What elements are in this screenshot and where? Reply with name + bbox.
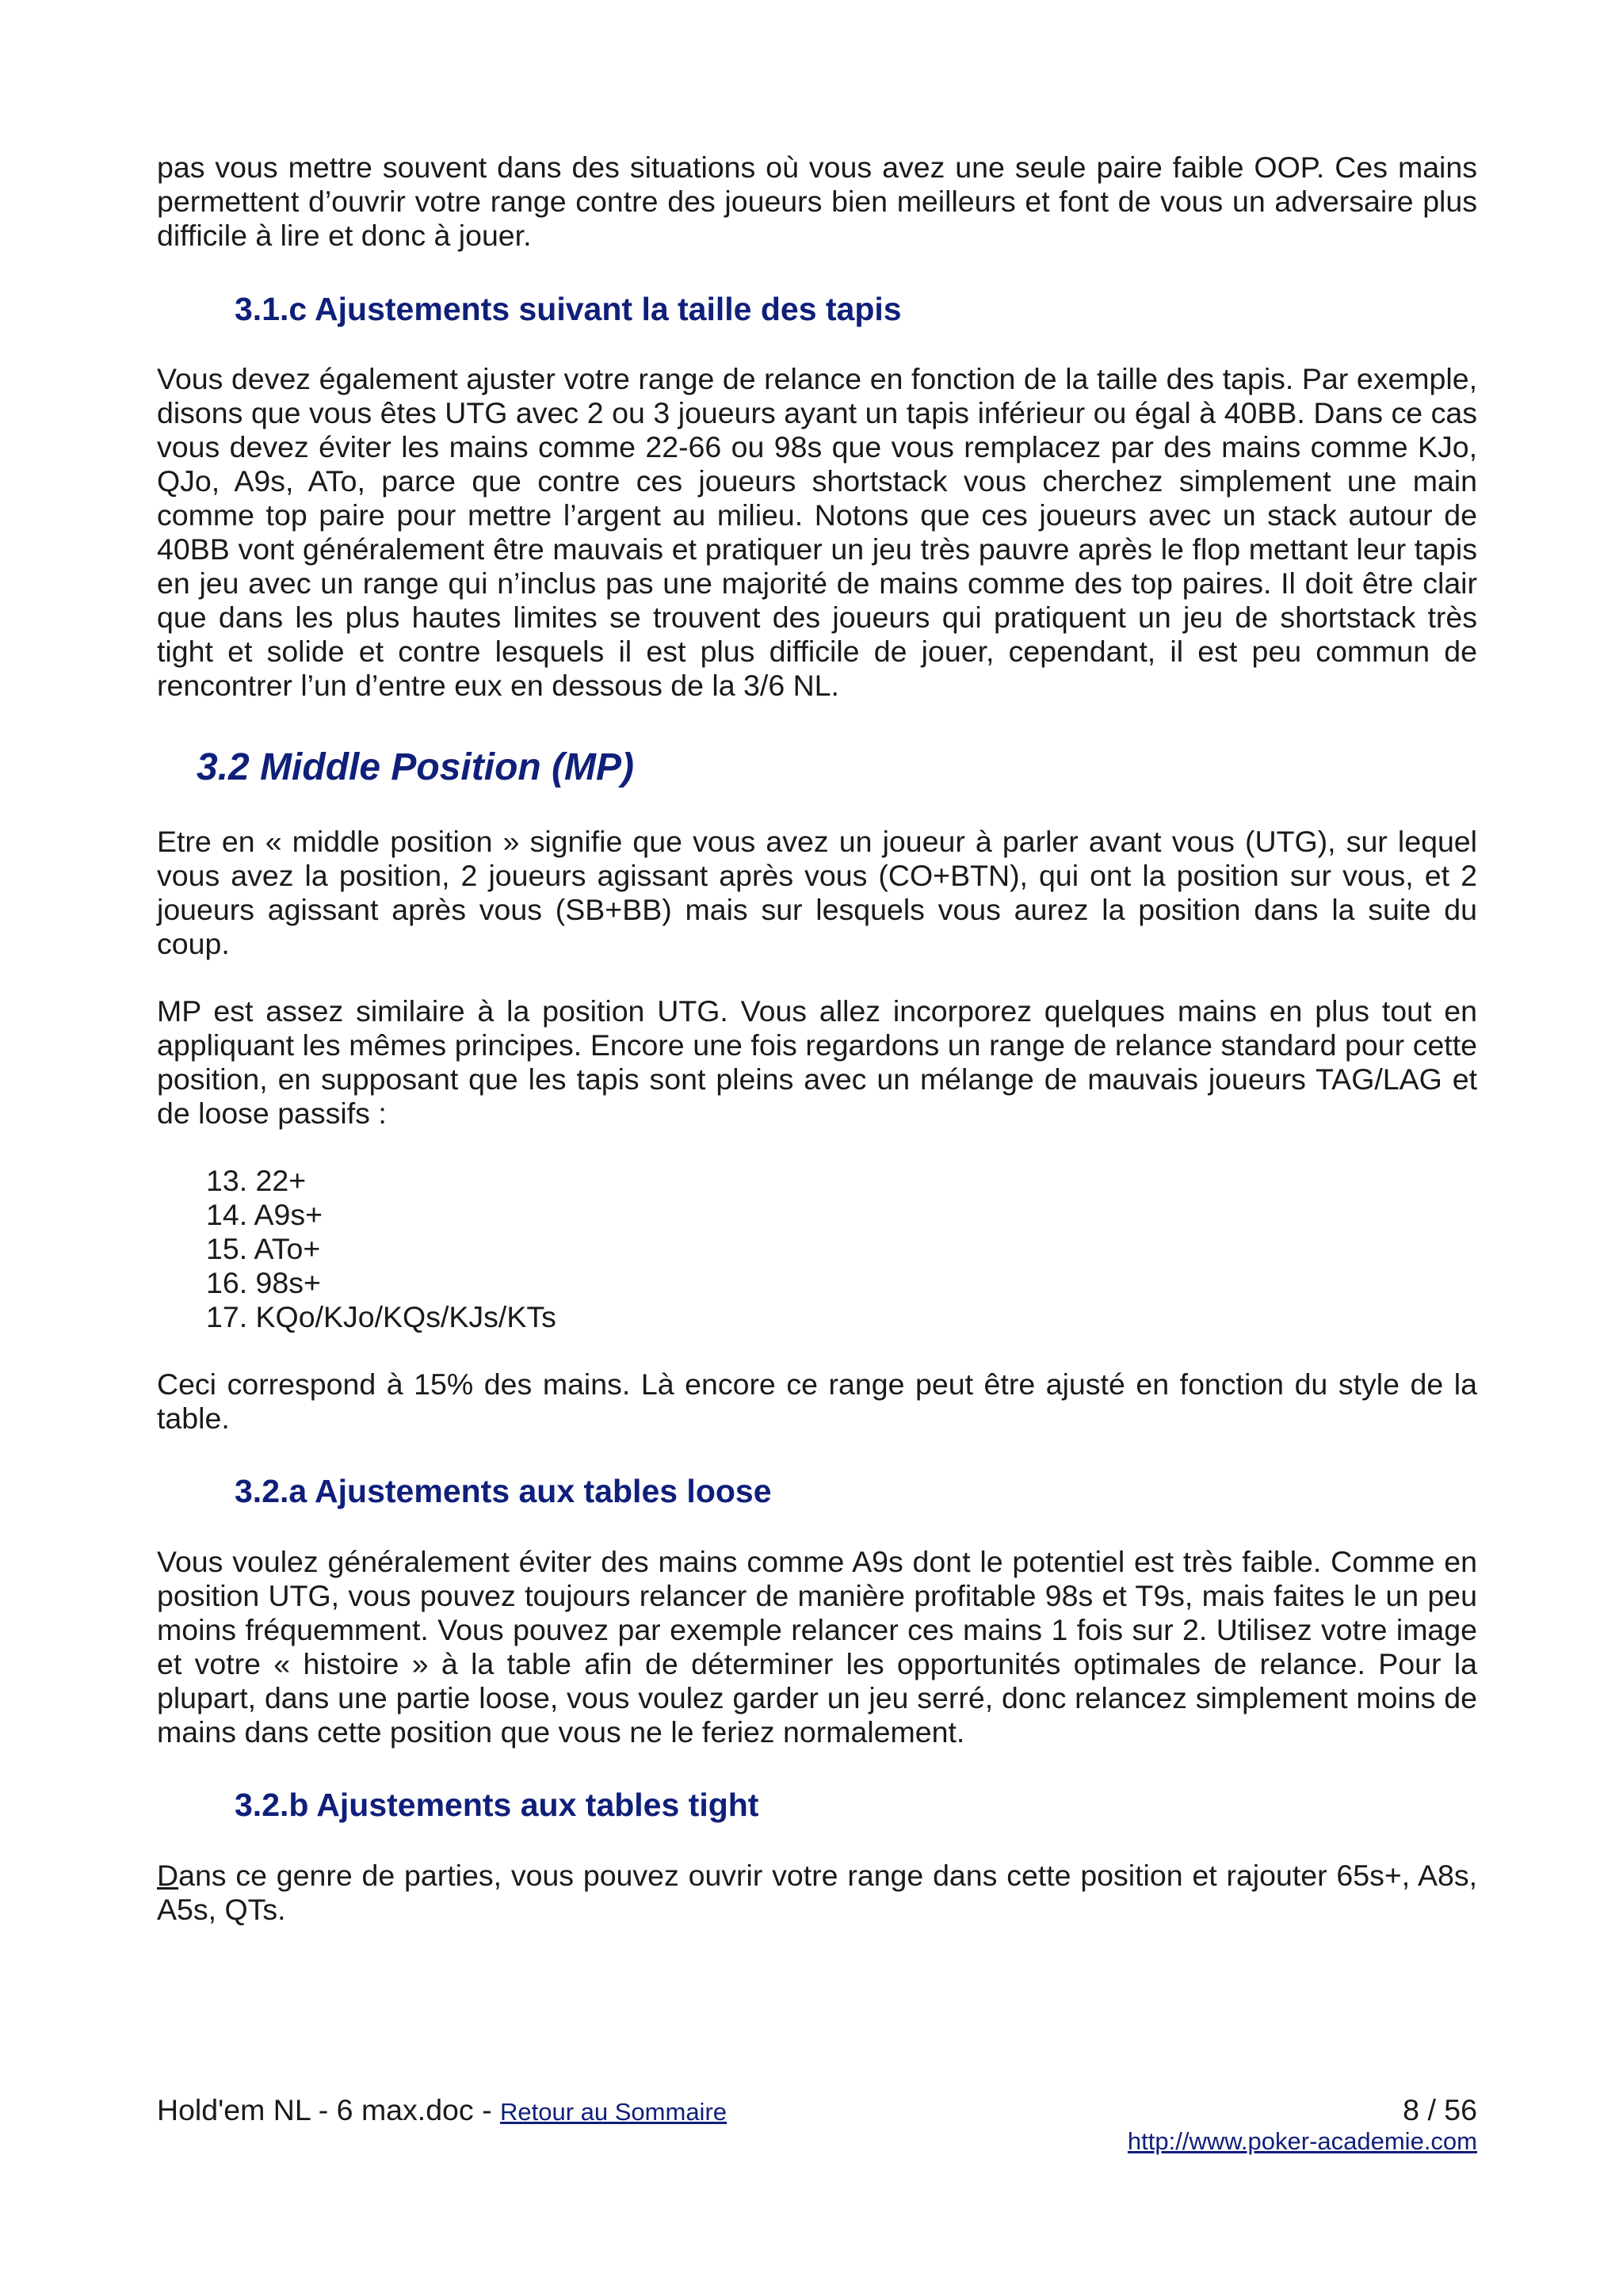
paragraph-intro: pas vous mettre souvent dans des situations où vous avez une seule paire faible OOP. Ces mains permettent d’ouvrir votre range contre des joueurs bien meilleurs et font de vous un adversaire plus difficile à lire et donc à jouer. xyxy=(157,151,1477,252)
website-link[interactable]: http://www.poker-academie.com xyxy=(1127,2127,1477,2155)
heading-3-2-a: 3.2.a Ajustements aux tables loose xyxy=(235,1473,772,1509)
heading-3-2-b: 3.2.b Ajustements aux tables tight xyxy=(235,1787,759,1823)
list-item: 17. KQo/KJo/KQs/KJs/KTs xyxy=(206,1300,556,1333)
list-item: 13. 22+ xyxy=(206,1164,307,1197)
footer-doc-name: Hold'em NL - 6 max.doc - xyxy=(157,2093,500,2126)
paragraph-middle-position: Etre en « middle position » signifie que vous avez un joueur à parler avant vous (UTG), sur lequel vous avez la position, 2 joueurs agissant après vous (CO+BTN), qui ont la position sur vous, et 2 joueurs agissant après vous (SB+BB) mais sur lesquels vous aurez la position dans la suite du coup. xyxy=(157,825,1477,960)
document-page xyxy=(157,151,1477,1927)
footer-left xyxy=(157,2092,727,2130)
list-item: 14. A9s+ xyxy=(206,1198,323,1231)
paragraph-percentage: Ceci correspond à 15% des mains. Là encore ce range peut être ajusté en fonction du style de la table. xyxy=(157,1367,1477,1435)
back-to-contents-link[interactable]: Retour au Sommaire xyxy=(500,2098,727,2126)
paragraph-tight-tables xyxy=(157,1859,1477,1927)
paragraph-stack-size: Vous devez également ajuster votre range de relance en fonction de la taille des tapis. Par exemple, disons que vous êtes UTG avec 2 ou 3 joueurs ayant un tapis inférieur ou égal à 40BB. Dans ce cas vous devez éviter les mains comme 22-66 ou 98s que vous remplacez par des mains comme KJo, QJo, A9s, ATo, parce que contre ces joueurs shortstack vous cherchez simplement une main comme top paire pour mettre l’argent au milieu. Notons que ces joueurs avec un stack autour de 40BB vont généralement être mauvais et pratiquer un jeu très pauvre après le flop mettant leur tapis en jeu avec un range qui n’inclus pas une majorité de mains comme des top paires. Il doit être clair que dans les plus hautes limites se trouvent des joueurs qui pratiquent un jeu de shortstack très tight et solide et contre lesquels il est plus difficile de jouer, cependant, il est peu commun de rencontrer l’un d’entre eux en dessous de la 3/6 NL. xyxy=(157,362,1477,702)
paragraph-loose-tables: Vous voulez généralement éviter des mains comme A9s dont le potentiel est très faible. Comme en position UTG, vous pouvez toujours relancer de manière profitable 98s et T9s, mais faites le un peu moins fréquemment. Vous pouvez par exemple relancer ces mains 1 fois sur 2. Utilisez votre image et votre « histoire » à la table afin de déterminer les opportunités optimales de relance. Pour la plupart, dans une partie loose, vous voulez garder un jeu serré, donc relancez simplement moins de mains dans cette position que vous ne le feriez normalement. xyxy=(157,1545,1477,1749)
heading-3-1-c: 3.1.c Ajustements suivant la taille des tapis xyxy=(235,291,902,327)
list-item: 15. ATo+ xyxy=(206,1232,321,1265)
hand-range-list xyxy=(157,1164,1477,1334)
underlined-letter: D xyxy=(157,1859,179,1892)
footer-url-wrap xyxy=(1128,2127,1477,2156)
list-item: 16. 98s+ xyxy=(206,1266,321,1299)
paragraph-tight-tables-text: ans ce genre de parties, vous pouvez ouvrir votre range dans cette position et rajouter 65s+, A8s, A5s, QTs. xyxy=(157,1859,1477,1926)
page-number: 8 / 56 xyxy=(1403,2093,1477,2126)
heading-3-2: 3.2 Middle Position (MP) xyxy=(197,746,635,788)
paragraph-mp-range: MP est assez similaire à la position UTG. Vous allez incorporez quelques mains en plus tout en appliquant les mêmes principes. Encore une fois regardons un range de relance standard pour cette position, en supposant que les tapis sont pleins avec un mélange de mauvais joueurs TAG/LAG et de loose passifs : xyxy=(157,994,1477,1130)
